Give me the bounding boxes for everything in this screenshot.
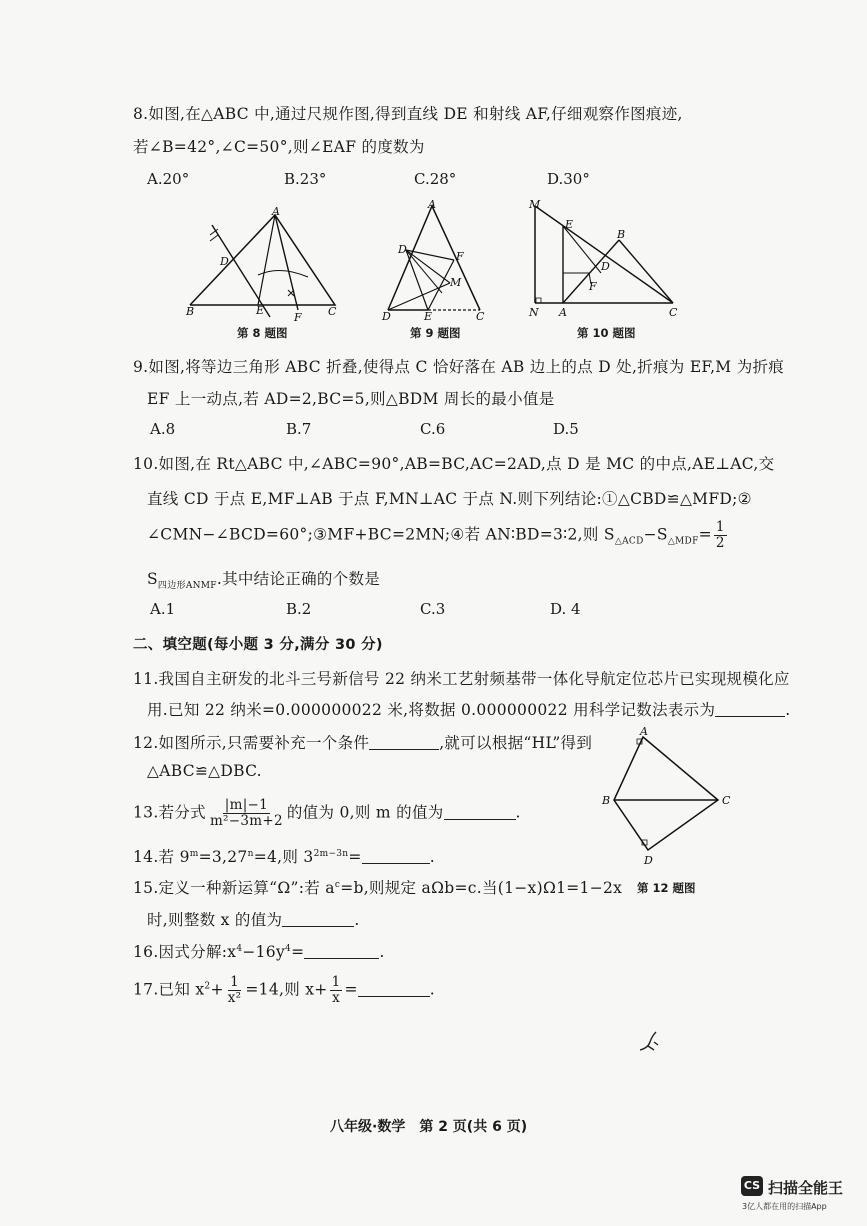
q15-end: . (354, 911, 360, 929)
fig9-label-b: D (382, 310, 391, 323)
fig8-label-e: E (256, 304, 265, 317)
fig10-label-e: E (565, 218, 574, 231)
q8-choice-c: C.28° (414, 170, 457, 188)
q14-sup3: 2m−3n (313, 848, 349, 859)
q14-sup2: n (247, 848, 254, 859)
fig12-label-c: C (722, 794, 731, 807)
section-2-heading: 二、填空题(每小题 3 分,满分 30 分) (133, 637, 383, 653)
q16-pre: 16.因式分解:x (133, 943, 237, 961)
q10-choice-d: D. 4 (550, 600, 581, 618)
q13-answer-blank[interactable] (444, 805, 516, 820)
q17-frac1-num: 1 (230, 974, 240, 990)
figure-9-caption: 第 9 题图 (410, 326, 461, 340)
q17-s1: 2 (204, 981, 211, 992)
q10-frac-den: 2 (715, 535, 725, 551)
q17-end: . (429, 980, 436, 999)
q8-line2: 若∠B=42°,∠C=50°,则∠EAF 的度数为 (133, 138, 425, 156)
q10-line3-text: ∠CMN−∠BCD=60°;③MF+BC=2MN;④若 AN∶BD=3∶2,则 S (147, 525, 615, 544)
figure-12-caption: 第 12 题图 (637, 881, 696, 895)
q12-line1b: ,就可以根据“HL”得到 (439, 734, 593, 752)
q12-line1 (133, 731, 592, 753)
q10-sub-mdf: △MDF (667, 536, 699, 547)
q10-choice-a: A.1 (150, 600, 176, 618)
fig9-label-c: C (476, 310, 485, 323)
fig8-label-d: D (220, 255, 229, 268)
q16-answer-blank[interactable] (304, 944, 379, 959)
fig9-label-f: F (456, 250, 464, 263)
q9-choice-b: B.7 (286, 420, 312, 438)
q14-pre: 14.若 9 (133, 848, 190, 866)
fig9-label-d: D (398, 243, 407, 256)
q15-line1b: =b,则规定 aΩb=c.当(1−x)Ω1=1−2x (340, 879, 623, 897)
q10-choice-c: C.3 (420, 600, 446, 618)
q14-sup1: m (189, 848, 199, 859)
fig10-label-a: A (559, 306, 567, 319)
q9-line2: EF 上一动点,若 AD=2,BC=5,则△BDM 周长的最小值是 (147, 390, 555, 408)
q13-pre: 13.若分式 (133, 803, 206, 822)
q15-line2 (147, 908, 360, 930)
q17-plus: + (210, 980, 224, 999)
q9-choice-a: A.8 (150, 420, 176, 438)
q17-frac1-den: x² (227, 990, 242, 1006)
q11-line2 (147, 698, 791, 720)
fig8-label-a: A (272, 205, 280, 218)
fig10-label-m: M (529, 198, 541, 211)
q13-post: 的值为 0,则 m 的值为 (286, 803, 444, 822)
q11-line2-text: 用.已知 22 纳米=0.000000022 米,将数据 0.000000022 用科学记数法表示为 (147, 701, 716, 719)
q16-s2: 4 (285, 943, 292, 954)
q10-eq: = (698, 525, 712, 544)
q10-sub-acd: △ACD (614, 536, 644, 547)
fig8-label-c: C (328, 305, 337, 318)
q10-line4-sub: 四边形ANMF (157, 581, 217, 592)
q13-fraction (208, 798, 285, 829)
fig12-label-b: B (602, 794, 611, 807)
q10-line4-rest: .其中结论正确的个数是 (216, 570, 381, 588)
q16-post: = (291, 943, 305, 961)
q13-line (133, 798, 521, 829)
pen-mark (636, 1028, 666, 1058)
q13-end: . (515, 803, 521, 822)
fig9-label-m: M (450, 276, 462, 289)
q15-answer-blank[interactable] (282, 912, 354, 927)
fig9-label-e: E (424, 310, 433, 323)
fig10-label-d: D (601, 260, 610, 273)
figure-8 (180, 205, 350, 325)
figure-9 (380, 198, 490, 323)
q13-frac-den: m²−3m+2 (209, 813, 283, 829)
fig8-label-b: B (186, 305, 195, 318)
q10-fraction (714, 520, 727, 551)
q12-line2: △ABC≌△DBC. (147, 762, 262, 780)
q17-line (133, 975, 435, 1006)
q9-choice-d: D.5 (553, 420, 579, 438)
q14-end: . (429, 848, 435, 866)
q17-pre: 17.已知 x (133, 980, 205, 999)
q16-end: . (379, 943, 385, 961)
q17-post: = (344, 980, 358, 999)
page-footer: 八年级·数学 第 2 页(共 6 页) (330, 1119, 528, 1135)
q14-mid1: =3,27 (198, 848, 248, 866)
camscanner-name: 扫描全能王 (768, 1179, 844, 1197)
q9-choice-c: C.6 (420, 420, 446, 438)
q10-line1: 10.如图,在 Rt△ABC 中,∠ABC=90°,AB=BC,AC=2AD,点 D 是 MC 的中点,AE⊥AC,交 (133, 455, 775, 473)
fig9-label-a: A (428, 198, 436, 211)
figure-10-caption: 第 10 题图 (577, 326, 636, 340)
q9-line1: 9.如图,将等边三角形 ABC 折叠,使得点 C 恰好落在 AB 边上的点 D 处,折痕为 EF,M 为折痕 (133, 358, 785, 376)
q8-choice-b: B.23° (284, 170, 327, 188)
figure-8-caption: 第 8 题图 (237, 326, 288, 340)
fig10-label-b: B (617, 228, 626, 241)
q17-mid: =14,则 x+ (245, 980, 328, 999)
fig10-label-c: C (669, 306, 678, 319)
q16-line (133, 940, 385, 962)
fig12-label-d: D (644, 854, 653, 867)
q14-answer-blank[interactable] (362, 849, 430, 864)
q17-frac2 (330, 975, 343, 1006)
q12-line1a: 12.如图所示,只需要补充一个条件 (133, 734, 370, 752)
fig8-label-f: F (294, 311, 302, 324)
q16-mid: −16y (242, 943, 286, 961)
q16-s1: 4 (236, 943, 243, 954)
q15-line1: 15.定义一种新运算“Ω”:若 a (133, 879, 335, 897)
q13-frac-num: |m|−1 (224, 797, 269, 813)
q8-line1: 8.如图,在△ABC 中,通过尺规作图,得到直线 DE 和射线 AF,仔细观察作图痕迹, (133, 105, 683, 123)
q17-frac2-den: x (332, 990, 340, 1006)
q11-line1: 11.我国自主研发的北斗三号新信号 22 纳米工艺射频基带一体化导航定位芯片已实现规模化应 (133, 670, 790, 688)
q15-line1 (133, 876, 622, 898)
q17-answer-blank[interactable] (358, 982, 430, 997)
figure-10 (525, 198, 685, 323)
q8-choice-a: A.20° (147, 170, 190, 188)
q14-post: = (348, 848, 362, 866)
q8-choice-d: D.30° (547, 170, 590, 188)
camscanner-tagline: 3亿人都在用的扫描App (742, 1202, 827, 1211)
q17-frac2-num: 1 (331, 974, 341, 990)
q17-frac1 (226, 975, 244, 1006)
q10-line4 (147, 567, 380, 591)
camscanner-logo-icon: CS (741, 1176, 763, 1196)
q14-line (133, 845, 435, 867)
fig10-label-f: F (589, 280, 597, 293)
q10-line4-s: S (147, 570, 158, 588)
q15-line2-text: 时,则整数 x 的值为 (147, 911, 283, 929)
q11-end: . (785, 701, 791, 719)
q10-line2: 直线 CD 于点 E,MF⊥AB 于点 F,MN⊥AC 于点 N.则下列结论:①△CBD≌△MFD;② (147, 490, 752, 508)
fig10-label-n: N (529, 306, 539, 319)
q10-choice-b: B.2 (286, 600, 312, 618)
q11-answer-blank[interactable] (715, 702, 785, 717)
q10-minus: −S (643, 525, 668, 544)
q10-line3 (147, 520, 729, 551)
fig12-label-a: A (640, 725, 648, 738)
figure-12 (598, 725, 748, 870)
q12-answer-blank[interactable] (369, 735, 439, 750)
q14-mid2: =4,则 3 (253, 848, 314, 866)
q10-frac-num: 1 (715, 519, 725, 535)
q15-sup: c (334, 879, 341, 890)
